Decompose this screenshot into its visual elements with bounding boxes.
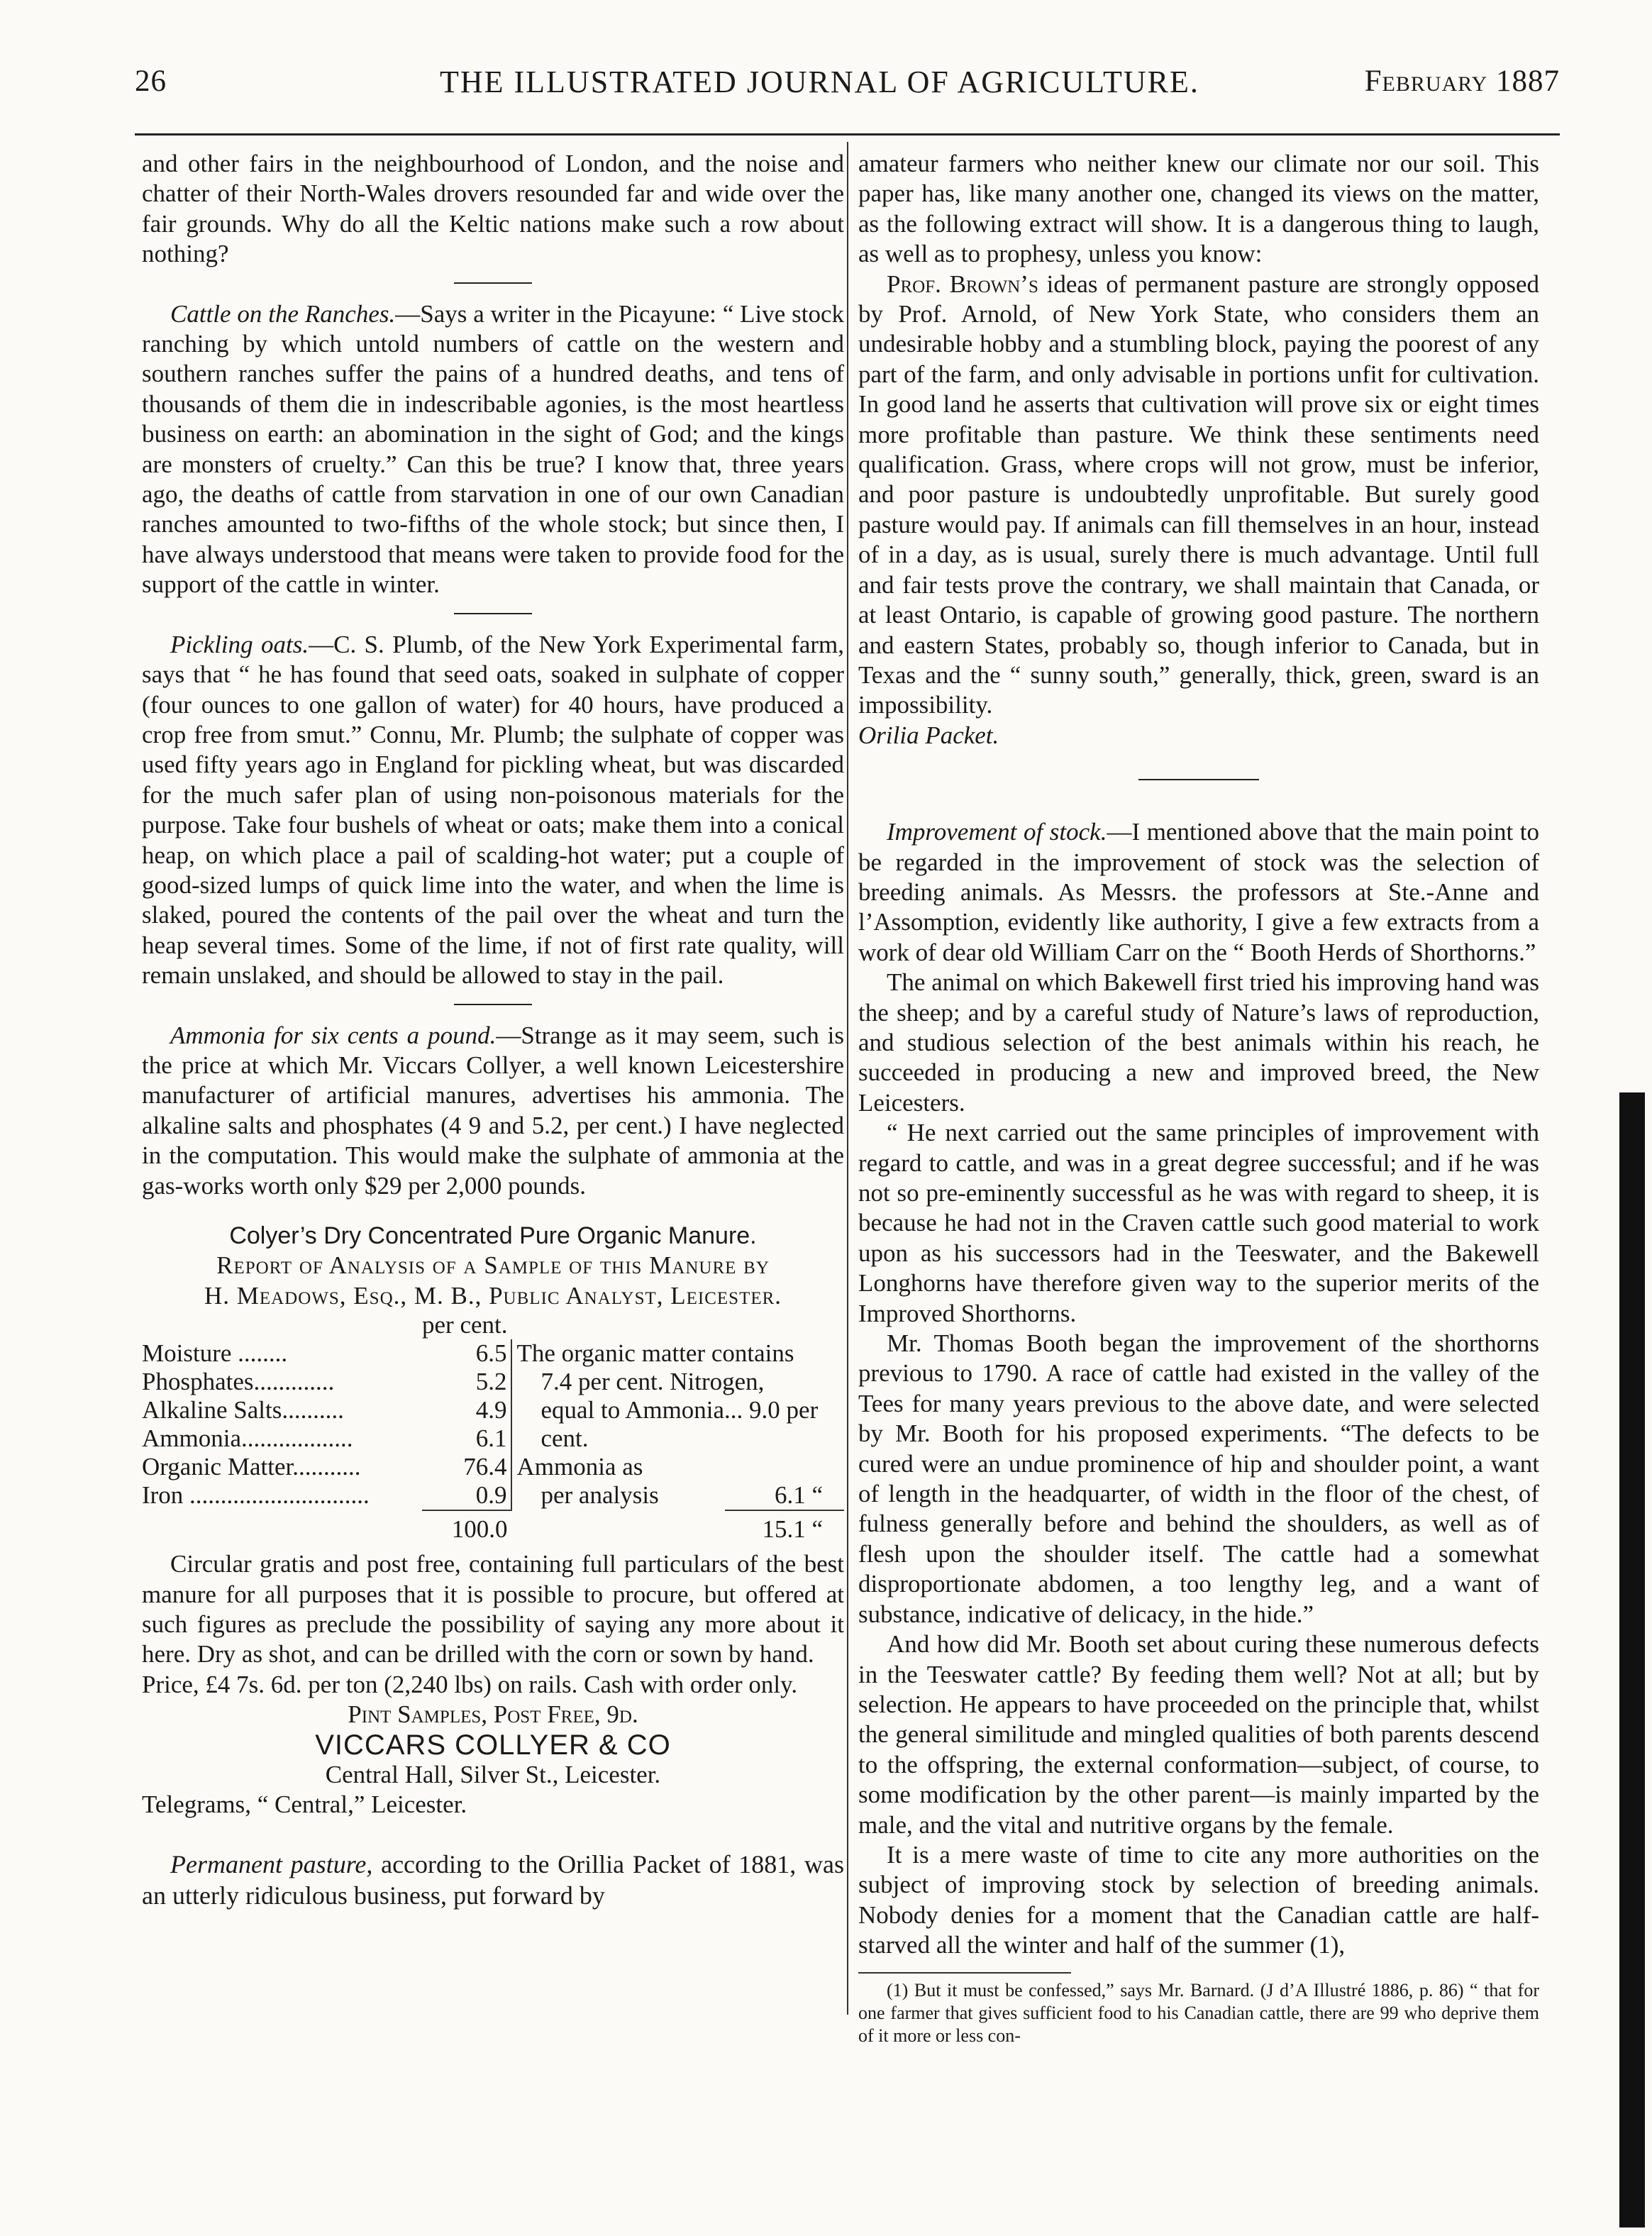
analysis-note-value: 6.1 “ xyxy=(774,1481,823,1510)
table-row xyxy=(142,1368,844,1396)
analysis-note: The organic matter contains xyxy=(516,1339,794,1368)
ammonia-article xyxy=(142,1021,844,1201)
improvement-article xyxy=(858,817,1539,968)
firm-name: VICCARS COLLYER & CO xyxy=(315,1729,671,1761)
page-number: 26 xyxy=(135,65,167,98)
table-row xyxy=(142,1481,844,1510)
price-line: Price, £4 7s. 6d. per ton (2,240 lbs) on rails. Cash with order only. xyxy=(142,1670,798,1698)
footnote-rule xyxy=(858,1972,1071,1974)
source-credit xyxy=(858,721,1539,751)
analysis-label: Alkaline Salts.......... xyxy=(142,1396,344,1424)
pickling-body: —C. S. Plumb, of the New York Experimental farm, says that “ he has found that seed oats, soaked in sulphate of copper (four ounces to one gallon of water) for 40 hours, have produced a crop free from smut.” Connu, Mr. Plumb; the sulphate of copper was used fifty years ago in England for pickling wheat, but was discarded for the much safer plan of using non-poisonous materials for the purpose. Take four bushels of wheat or oats; make them into a conical heap, on which place a pail of scalding-hot water; put a couple of good-sized lumps of quick lime into the water, and when the lime is slaked, poured the contents of the pail over the wheat and turn the heap several times. Some of the lime, if not of first rate quality, will remain unslaked, and should be allowed to stay in the pail. xyxy=(142,630,844,990)
issue-date: February 1887 xyxy=(1364,65,1560,98)
analysis-note: 7.4 per cent. Nitrogen, xyxy=(540,1368,765,1396)
ammonia-title: Ammonia for six cents a pound. xyxy=(170,1021,497,1049)
scan-edge-bar xyxy=(1619,1092,1645,2227)
column-divider xyxy=(847,142,848,2015)
permanent-pasture-article xyxy=(142,1849,844,1911)
ranches-body: —Says a writer in the Picayune: “ Live stock ranching by which untold numbers of cattle on the western and southern ranches suffer the pains of a hundred deaths, and tens of thousands of them die in indescribable agonies, is the most heartless business on earth: an abomination in the sight of God; and the kings are monsters of cruelty.” Can this be true? I know that, three years ago, the deaths of cattle from starvation in one of our own Canadian ranches amounted to two-fifths of the whole stock; but since then, I have always understood that means were taken to provide food for the support of the cattle in winter. xyxy=(142,299,844,599)
permanent-title: Permanent pasture, xyxy=(170,1849,373,1878)
source-name: Orilia Packet. xyxy=(858,721,999,749)
table-row xyxy=(142,1424,844,1453)
analysis-note: per analysis xyxy=(540,1481,659,1510)
analysis-value: 6.1 xyxy=(422,1424,511,1453)
separator xyxy=(454,282,532,284)
left-column xyxy=(142,149,844,1911)
brown-body: ideas of permanent pasture are strongly opposed by Prof. Arnold, of New York State, who considers them an undesirable hobby and a stumbling block, paying the poorest of any part of the farm, and only advisable in portions unfit for cultivation. In good land he asserts that cultivation will prove six or eight times more profitable than pasture. We think these sentiments need qualification. Grass, where crops will not grow, must be inferior, and poor pasture is undoubtedly unprofitable. But surely good pasture would pay. If animals can fill themselves in an hour, instead of in a day, as is usual, surely there is much advantage. Until full and fair tests prove the contrary, we shall maintain that Canada, or at least Ontario, is capable of growing good pasture. The northern and eastern States, probably so, though inferior to Canada, but in Texas and the “ sunny south,” generally, thick, green, sward is an impossibility. xyxy=(858,270,1539,719)
analysis-value: 6.5 xyxy=(422,1339,511,1368)
table-row xyxy=(142,1453,844,1481)
analysis-value: 0.9 xyxy=(422,1481,511,1510)
analysis-total: 100.0 xyxy=(422,1510,511,1544)
ranches-title: Cattle on the Ranches. xyxy=(170,299,396,328)
advert-subtitle-1: Report of Analysis of a Sample of this Manure by xyxy=(216,1251,770,1280)
ranches-article xyxy=(142,299,844,600)
analysis-value: 5.2 xyxy=(422,1368,511,1396)
table-row xyxy=(142,1339,844,1368)
brown-lead: Prof. Brown’s xyxy=(887,270,1038,298)
how-paragraph: And how did Mr. Booth set about curing these numerous defects in the Teeswater cattle? By feeding them well? Not at all; but by selection. He appears to have proceeded on the principle that, whilst the general similitude and mingled qualities of both parents descend to the offspring, the external conformation—subject, of course, to some modification by the other parent—is mainly imparted by the male, and the vital and nutritive organs by the female. xyxy=(858,1630,1539,1839)
separator xyxy=(454,613,532,614)
next-paragraph: “ He next carried out the same principles of improvement with regard to cattle, and was in a great degree successful; and if he was not so pre-eminently successful as he was with regard to sheep, it is because he had not in the Craven cattle such good material to work upon as his successors had in the Teeswater, and the Bakewell Longhorns have therefore given way to the superior merits of the Improved Shorthorns. xyxy=(858,1119,1539,1327)
permanent-body: according to the Orillia Packet of 1881, was an utterly ridiculous business, put forward by xyxy=(142,1849,844,1910)
analysis-label: Ammonia.................. xyxy=(142,1424,353,1453)
telegrams-line: Telegrams, “ Central,” Leicester. xyxy=(142,1791,467,1819)
analysis-table xyxy=(142,1311,844,1544)
analysis-label: Phosphates............. xyxy=(142,1368,335,1396)
circular-paragraph: Circular gratis and post free, containing full particulars of the best manure for all purposes that it is possible to procure, but offered at such figures as preclude the possibility of saying any more about it here. Dry as shot, and can be drilled with the corn or sown by hand. xyxy=(142,1550,844,1668)
improvement-title: Improvement of stock. xyxy=(887,818,1107,846)
journal-title: THE ILLUSTRATED JOURNAL OF AGRICULTURE. xyxy=(440,65,1199,99)
analysis-note: equal to Ammonia... 9.0 per xyxy=(540,1396,819,1424)
right-column xyxy=(858,149,1539,2047)
amateur-paragraph: amateur farmers who neither knew our climate nor our soil. This paper has, like many another one, changed its views on the matter, as the following extract will show. It is a dangerous thing to laugh, as well as to prophesy, unless you know: xyxy=(858,150,1539,268)
samples-line: Pint Samples, Post Free, 9d. xyxy=(348,1700,638,1729)
separator xyxy=(1138,779,1259,780)
header-rule xyxy=(135,133,1560,135)
improvement-body: —I mentioned above that the main point to be regarded in the improvement of stock was the selection of breeding animals. As Messrs. the professors at Ste.-Anne and l’Assomption, evidently like authority, I give a few extracts from a work of dear old William Carr on the “ Booth Herds of Shorthorns.” xyxy=(858,818,1539,966)
separator xyxy=(454,1004,532,1005)
per-cent-header: per cent. xyxy=(422,1311,508,1339)
firm-address: Central Hall, Silver St., Leicester. xyxy=(325,1761,661,1789)
pickling-title: Pickling oats. xyxy=(170,630,309,658)
fairs-paragraph: and other fairs in the neighbourhood of London, and the noise and chatter of their North-Wales drovers resounded far and wide over the fair grounds. Why do all the Keltic nations make such a row about nothing? xyxy=(142,150,844,268)
pickling-article xyxy=(142,630,844,991)
analysis-value: 76.4 xyxy=(422,1453,511,1481)
table-header-row xyxy=(142,1311,844,1339)
analysis-label: Moisture ........ xyxy=(142,1339,288,1368)
advert-subtitle-2: H. Meadows, Esq., M. B., Public Analyst, Leicester. xyxy=(204,1281,782,1310)
table-row xyxy=(142,1396,844,1424)
waste-paragraph: It is a mere waste of time to cite any more authorities on the subject of improving stock by selection of breeding animals. Nobody denies for a moment that the Canadian cattle are half-starved all the winter and half of the summer (1), xyxy=(858,1840,1539,1959)
analysis-value: 4.9 xyxy=(422,1396,511,1424)
analysis-total-note: 15.1 “ xyxy=(725,1510,844,1544)
ammonia-body: —Strange as it may seem, such is the price at which Mr. Viccars Collyer, a well known Leicestershire manufacturer of artificial manures, advertises his ammonia. The alkaline salts and phosphates (4 9 and 5.2, per cent.) I have neglected in the computation. This would make the sulphate of ammonia at the gas-works worth only $29 per 2,000 pounds. xyxy=(142,1021,844,1200)
bakewell-paragraph: The animal on which Bakewell first tried his improving hand was the sheep; and by a careful study of Nature’s laws of reproduction, and studious selection of the best animals within his reach, he succeeded in producing a new and improved breed, the New Leicesters. xyxy=(858,968,1539,1117)
table-total-row xyxy=(142,1510,844,1544)
analysis-label: Iron ............................. xyxy=(142,1481,370,1510)
page-header xyxy=(135,64,1560,106)
footnote: (1) But it must be confessed,” says Mr. Barnard. (J d’A Illustré 1886, p. 86) “ that for one farmer that gives sufficient food to his Canadian cattle, there are 99 who deprive them of it more or less con- xyxy=(858,1979,1539,2046)
brown-paragraph xyxy=(858,270,1539,721)
advert-title: Colyer’s Dry Concentrated Pure Organic Manure. xyxy=(229,1222,757,1249)
booth-paragraph: Mr. Thomas Booth began the improvement of the shorthorns previous to 1790. A race of cattle had existed in the valley of the Tees for many years previous to the above date, and were selected by Mr. Booth for his proposed experiments. “The defects to be cured were an undue prominence of hip and shoulder point, a want of length in the headquarter, of width in the floor of the chest, of fulness generally before and behind the shoulders, as well as of flesh upon the shoulder itself. The cattle had a somewhat disproportionate abdomen, a too lengthy leg, and a want of substance, indicative of delicacy, in the hide.” xyxy=(858,1329,1539,1628)
analysis-note: cent. xyxy=(540,1424,589,1453)
analysis-label: Organic Matter........... xyxy=(142,1453,361,1481)
analysis-note: Ammonia as xyxy=(516,1453,643,1481)
